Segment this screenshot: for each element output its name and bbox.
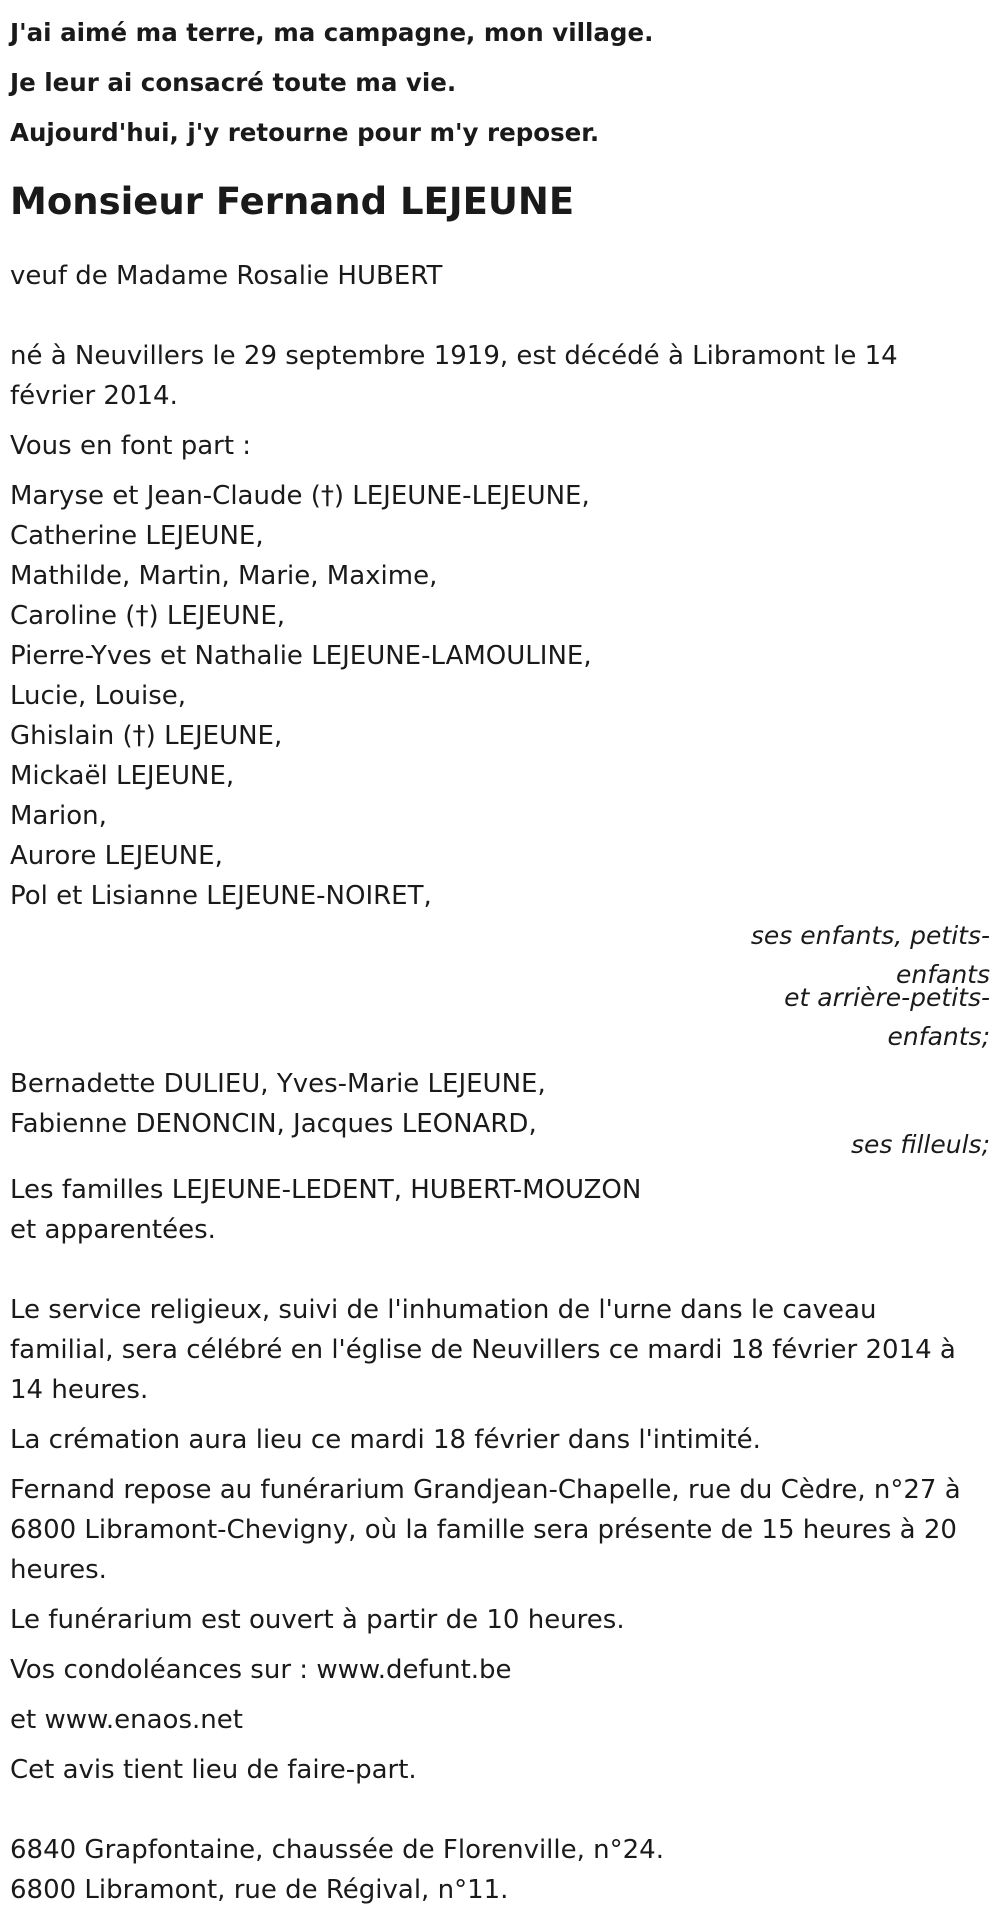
children-role [740,916,990,1056]
list-item: Fabienne DENONCIN, Jacques LEONARD, [10,1109,537,1139]
list-item: Les familles LEJEUNE-LEDENT, HUBERT-MOUZON [10,1175,642,1205]
obituary-page [0,8,1000,1921]
epigraph-line: Aujourd'hui, j'y retourne pour m'y reposer. [10,118,600,147]
list-item: et apparentées. [10,1215,216,1245]
address-line: 6840 Grapfontaine, chaussée de Florenville, n°24. [10,1835,664,1865]
condolences-line: et www.enaos.net [10,1705,243,1735]
service-info: Le service religieux, suivi de l'inhumation de l'urne dans le caveau familial, sera célébré en l'église de Neuvillers ce mardi 18 février 2014 à 14 heures. [10,1295,956,1405]
list-item: Aurore LEJEUNE, [10,841,223,871]
address-line: 6800 Libramont, rue de Régival, n°11. [10,1875,509,1905]
cremation-info: La crémation aura lieu ce mardi 18 février dans l'intimité. [10,1425,761,1455]
epigraph-line: Je leur ai consacré toute ma vie. [10,68,457,97]
children-list [10,476,990,916]
list-item: Caroline (†) LEJEUNE, [10,601,286,631]
role-label: ses enfants, petits-enfants [750,921,990,989]
list-item: Pol et Lisianne LEJEUNE-NOIRET, [10,881,432,911]
list-item: Mickaël LEJEUNE, [10,761,235,791]
list-item: Lucie, Louise, [10,681,186,711]
addresses [10,1830,990,1910]
list-item: Catherine LEJEUNE, [10,521,264,551]
families [10,1170,990,1250]
role-label: ses filleuls; [850,1130,990,1159]
opening-info: Le funérarium est ouvert à partir de 10 heures. [10,1605,625,1635]
role-label: et arrière-petits-enfants; [784,983,990,1051]
list-item: Mathilde, Martin, Marie, Maxime, [10,561,438,591]
list-item: Marion, [10,801,107,831]
notice: Cet avis tient lieu de faire-part. [10,1755,417,1785]
condolences-line: Vos condoléances sur : www.defunt.be [10,1655,512,1685]
funerarium-info: Fernand repose au funérarium Grandjean-Chapelle, rue du Cèdre, n°27 à 6800 Libramont-Chevigny, où la famille sera présente de 15 heures à 20 heures. [10,1475,961,1585]
epigraph [10,8,990,158]
epigraph-line: J'ai aimé ma terre, ma campagne, mon village. [10,18,654,47]
announce-intro: Vous en font part : [10,431,252,461]
list-item: Ghislain (†) LEJEUNE, [10,721,283,751]
deceased-name: Monsieur Fernand LEJEUNE [10,180,575,223]
list-item: Bernadette DULIEU, Yves-Marie LEJEUNE, [10,1069,546,1099]
birth-death: né à Neuvillers le 29 septembre 1919, est décédé à Libramont le 14 février 2014. [10,341,898,411]
list-item: Maryse et Jean-Claude (†) LEJEUNE-LEJEUNE, [10,481,590,511]
godchildren-role [740,1126,990,1164]
widower-of: veuf de Madame Rosalie HUBERT [10,261,443,291]
list-item: Pierre-Yves et Nathalie LEJEUNE-LAMOULINE, [10,641,592,671]
